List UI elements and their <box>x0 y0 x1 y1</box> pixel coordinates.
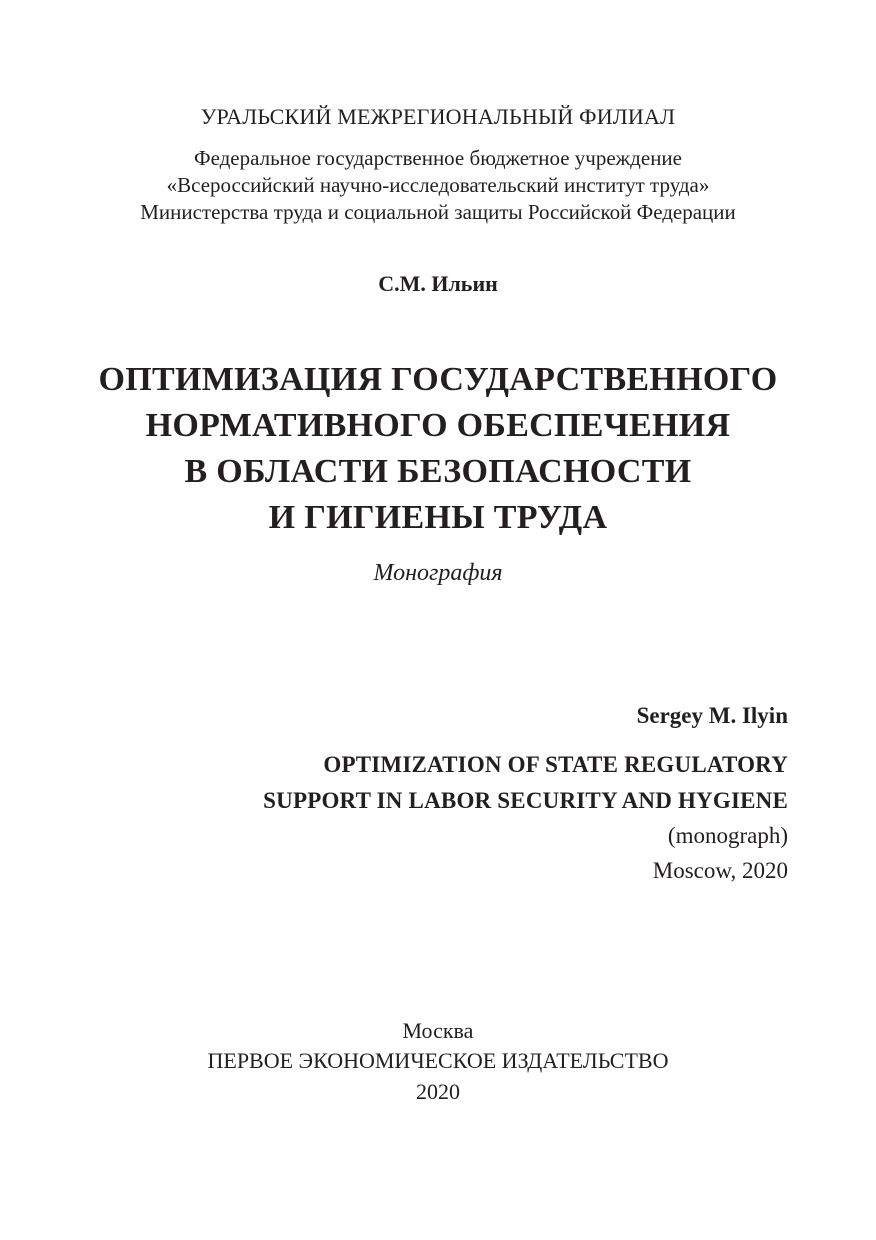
genre-en: (monograph) <box>667 823 788 848</box>
title-ru-line-3: В ОБЛАСТИ БЕЗОПАСНОСТИ <box>184 453 692 490</box>
branch-name: УРАЛЬСКИЙ МЕЖРЕГИОНАЛЬНЫЙ ФИЛИАЛ <box>200 104 676 129</box>
institution-line-1: Федеральное государственное бюджетное учреждение <box>193 146 682 170</box>
author-name-ru: С.М. Ильин <box>378 271 498 296</box>
institution-line-3: Министерства труда и социальной защиты Российской Федерации <box>140 200 736 224</box>
author-name-en: Sergey M. Ilyin <box>636 703 788 728</box>
imprint-year: 2020 <box>416 1079 460 1104</box>
imprint-publisher: ПЕРВОЕ ЭКОНОМИЧЕСКОЕ ИЗДАТЕЛЬСТВО <box>207 1048 669 1073</box>
title-ru-line-2: НОРМАТИВНОГО ОБЕСПЕЧЕНИЯ <box>145 407 731 444</box>
place-year-en: Moscow, 2020 <box>652 858 788 883</box>
title-en-line-2: SUPPORT IN LABOR SECURITY AND HYGIENE <box>263 788 788 813</box>
title-ru-line-1: ОПТИМИЗАЦИЯ ГОСУДАРСТВЕННОГО <box>98 361 778 398</box>
genre-ru: Монография <box>373 560 503 586</box>
institution-line-2: «Всероссийский научно-исследовательский институт труда» <box>166 173 710 197</box>
title-en-line-1: OPTIMIZATION OF STATE REGULATORY <box>323 752 788 777</box>
imprint-city: Москва <box>402 1018 474 1043</box>
title-ru-line-4: И ГИГИЕНЫ ТРУДА <box>268 499 608 536</box>
